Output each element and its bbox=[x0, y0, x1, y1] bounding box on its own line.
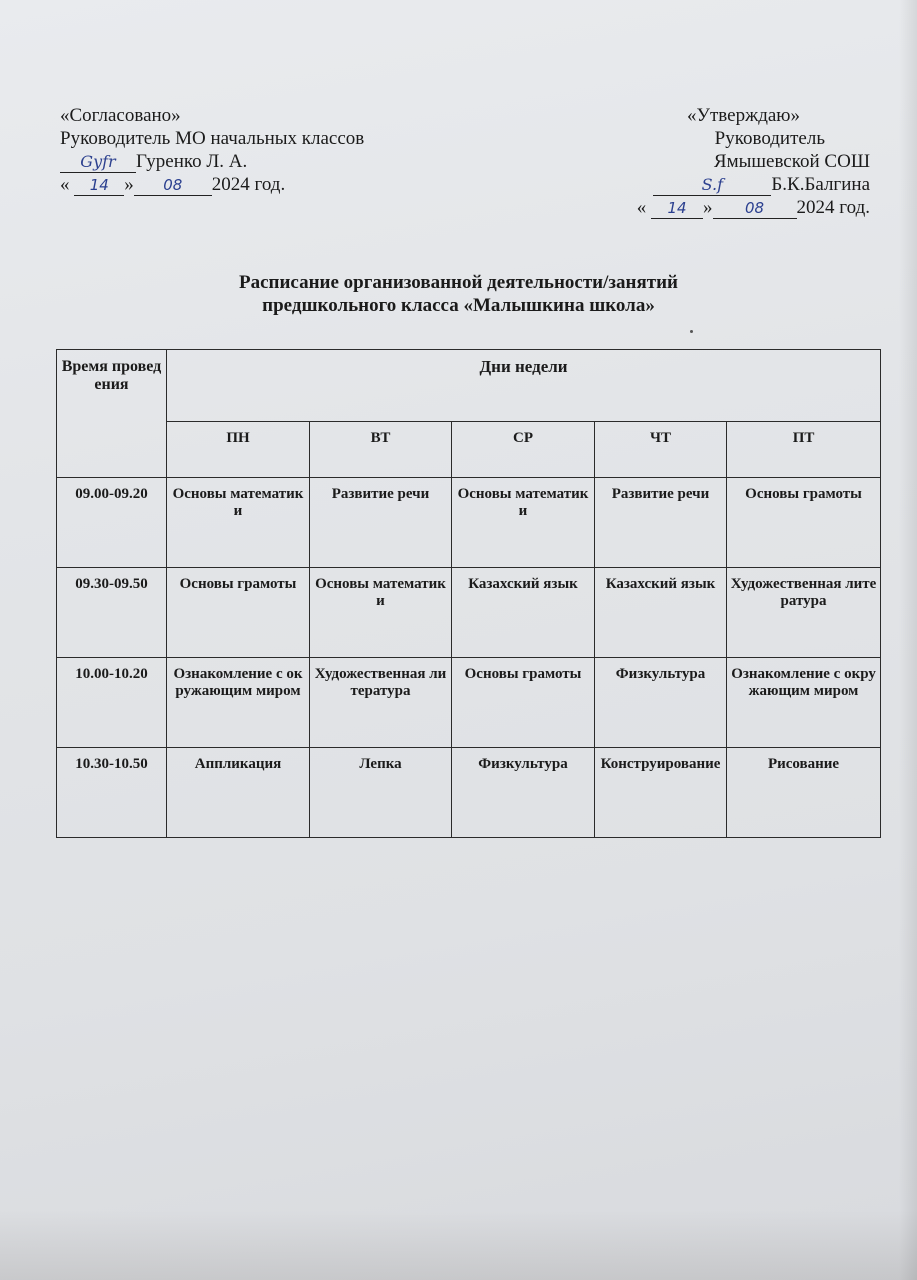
time-cell: 10.30-10.50 bbox=[57, 748, 167, 838]
day-header-fri: ПТ bbox=[727, 422, 881, 478]
approve-date-quote-open: « bbox=[636, 197, 652, 218]
schedule-table bbox=[56, 349, 881, 838]
approve-label: «Утверждаю» bbox=[687, 105, 800, 126]
title-line-1: Расписание организованной деятельности/занятий bbox=[239, 272, 678, 293]
agreed-signature: Gyfr bbox=[60, 154, 136, 173]
approve-date-line bbox=[580, 196, 870, 219]
table-row bbox=[57, 748, 881, 838]
lesson-cell: Аппликация bbox=[167, 748, 310, 838]
approve-signature: S.f bbox=[653, 177, 771, 196]
lesson-cell: Основы математики bbox=[310, 568, 452, 658]
lesson-cell: Основы грамоты bbox=[452, 658, 595, 748]
agreed-date-quote-close: » bbox=[124, 174, 134, 195]
approve-organization: Ямышевской СОШ bbox=[713, 151, 870, 172]
agreed-date-month: 08 bbox=[134, 177, 212, 196]
lesson-cell: Основы математики bbox=[167, 478, 310, 568]
agreed-date-line bbox=[60, 173, 480, 196]
day-header-wed: СР bbox=[452, 422, 595, 478]
lesson-cell: Развитие речи bbox=[310, 478, 452, 568]
table-row bbox=[57, 658, 881, 748]
agreed-signature-line bbox=[60, 150, 480, 173]
agreed-date-quote-open: « bbox=[60, 174, 75, 195]
approve-role: Руководитель bbox=[714, 128, 825, 149]
lesson-cell: Казахский язык bbox=[452, 568, 595, 658]
lesson-cell: Рисование bbox=[727, 748, 881, 838]
page-bottom-shadow bbox=[0, 1210, 917, 1280]
lesson-cell: Физкультура bbox=[452, 748, 595, 838]
table-row bbox=[57, 568, 881, 658]
approve-signature-line bbox=[580, 173, 870, 196]
page-edge-shadow bbox=[899, 0, 917, 1280]
time-cell: 10.00-10.20 bbox=[57, 658, 167, 748]
approve-date-month: 08 bbox=[713, 200, 797, 219]
lesson-cell: Конструирование bbox=[595, 748, 727, 838]
days-row bbox=[57, 422, 881, 478]
time-cell: 09.00-09.20 bbox=[57, 478, 167, 568]
lesson-cell: Основы грамоты bbox=[727, 478, 881, 568]
approve-date-year: 2024 год. bbox=[796, 197, 870, 218]
title-line-2: предшкольного класса «Малышкина школа» bbox=[262, 295, 655, 316]
header-row bbox=[57, 350, 881, 422]
day-header-tue: ВТ bbox=[310, 422, 452, 478]
document-title bbox=[0, 271, 917, 317]
agreed-label: «Согласовано» bbox=[60, 105, 181, 126]
time-cell: 09.30-09.50 bbox=[57, 568, 167, 658]
approve-date-day: 14 bbox=[651, 200, 703, 219]
lesson-cell: Лепка bbox=[310, 748, 452, 838]
lesson-cell: Ознакомление с окружающим миром bbox=[727, 658, 881, 748]
agreed-role: Руководитель МО начальных классов bbox=[60, 128, 365, 149]
lesson-cell: Художественная литература bbox=[727, 568, 881, 658]
ink-dot bbox=[690, 330, 693, 333]
lesson-cell: Основы математики bbox=[452, 478, 595, 568]
day-header-thu: ЧТ bbox=[595, 422, 727, 478]
lesson-cell: Казахский язык bbox=[595, 568, 727, 658]
days-header: Дни недели bbox=[167, 350, 881, 422]
approval-agreed-block bbox=[60, 104, 480, 196]
day-header-mon: ПН bbox=[167, 422, 310, 478]
approve-date-quote-close: » bbox=[703, 197, 713, 218]
lesson-cell: Ознакомление с окружающим миром bbox=[167, 658, 310, 748]
table-row bbox=[57, 478, 881, 568]
lesson-cell: Художественная литература bbox=[310, 658, 452, 748]
time-column-header: Время проведения bbox=[57, 350, 167, 478]
lesson-cell: Физкультура bbox=[595, 658, 727, 748]
approve-name: Б.К.Балгина bbox=[771, 174, 870, 195]
lesson-cell: Развитие речи bbox=[595, 478, 727, 568]
lesson-cell: Основы грамоты bbox=[167, 568, 310, 658]
agreed-name: Гуренко Л. А. bbox=[136, 151, 248, 172]
approval-approve-block bbox=[580, 104, 870, 219]
agreed-date-day: 14 bbox=[74, 177, 124, 196]
agreed-date-year: 2024 год. bbox=[211, 174, 286, 195]
